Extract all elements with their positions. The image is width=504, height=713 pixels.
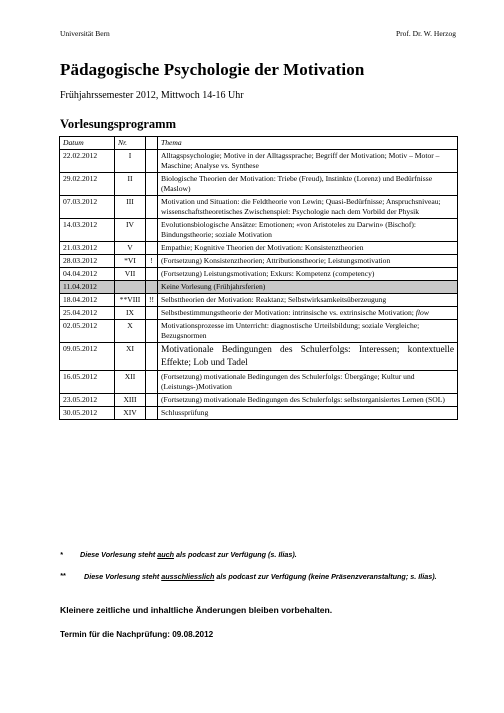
cell-theme — [158, 255, 458, 268]
theme-text: (Fortsetzung) Leistungsmotivation; Exkurs: Kompetenz (competency) — [161, 269, 375, 279]
cell-date: 02.05.2012 — [60, 320, 115, 343]
cell-mark — [146, 394, 158, 407]
changes-remark: Kleinere zeitliche und inhaltliche Änderungen bleiben vorbehalten. — [60, 605, 333, 615]
cell-date: 09.05.2012 — [60, 343, 115, 371]
header-mark — [146, 137, 158, 150]
cell-nr: XII — [115, 371, 146, 394]
cell-nr: XIII — [115, 394, 146, 407]
theme-text: Biologische Theorien der Motivation: Triebe (Freud), Instinkte (Lorenz) und Bedürfnisse (Maslow) — [161, 174, 433, 194]
theme-text: Motivation und Situation: die Feldtheorie von Lewin; Quasi-Bedürfnisse; Anspruchsniveau; wissenschaftstheoretisches Zwischenspiel: Psychologie nach dem Vorbild der Physik — [161, 197, 441, 217]
table-row — [60, 255, 458, 268]
cell-mark: !! — [146, 294, 158, 307]
table-row — [60, 307, 458, 320]
theme-text: Alltagspsychologie; Motive in der Alltagssprache; Begriff der Motivation; Motiv – Motor – Maschine; Analyse vs. Synthese — [161, 151, 440, 171]
document-title: Pädagogische Psychologie der Motivation — [60, 60, 365, 79]
cell-theme — [158, 371, 458, 394]
table-row — [60, 281, 458, 294]
footnote-text-pre: Diese Vorlesung steht — [80, 550, 158, 559]
cell-nr: *VI — [115, 255, 146, 268]
cell-theme — [158, 173, 458, 196]
footnote-underlined: ausschliesslich — [161, 572, 215, 581]
header-theme: Thema — [158, 137, 458, 150]
table-row — [60, 407, 458, 420]
footnote-double-star — [60, 571, 450, 583]
cell-date: 30.05.2012 — [60, 407, 115, 420]
cell-mark — [146, 196, 158, 219]
cell-nr: V — [115, 242, 146, 255]
theme-text: Schlussprüfung — [161, 408, 209, 418]
cell-nr: X — [115, 320, 146, 343]
footnote-single-star — [60, 550, 297, 559]
cell-theme — [158, 242, 458, 255]
footnote-text-pre: Diese Vorlesung steht — [84, 572, 162, 581]
cell-date: 25.04.2012 — [60, 307, 115, 320]
cell-theme — [158, 320, 458, 343]
footnote-text-post: als podcast zur Verfügung (s. Ilias). — [174, 550, 297, 559]
cell-date: 04.04.2012 — [60, 268, 115, 281]
header-nr: Nr. — [115, 137, 146, 150]
header-university: Universität Bern — [60, 29, 110, 38]
cell-nr: XI — [115, 343, 146, 371]
cell-mark: ! — [146, 255, 158, 268]
table-row — [60, 219, 458, 242]
cell-theme — [158, 294, 458, 307]
theme-text: (Fortsetzung) Konsistenztheorien; Attributionstheorie; Leistungsmotivation — [161, 256, 391, 266]
cell-nr: XIV — [115, 407, 146, 420]
theme-italic-text: flow — [415, 308, 429, 318]
cell-mark — [146, 242, 158, 255]
table-row — [60, 196, 458, 219]
document-subtitle: Frühjahrssemester 2012, Mittwoch 14-16 Uhr — [60, 90, 244, 101]
theme-text: Evolutionsbiologische Ansätze: Emotionen; «von Aristoteles zu Darwin» (Bischof): Bindungstheorie; soziale Motivation — [161, 220, 416, 240]
table-row — [60, 150, 458, 173]
cell-mark — [146, 268, 158, 281]
cell-date: 28.03.2012 — [60, 255, 115, 268]
cell-mark — [146, 307, 158, 320]
cell-date: 29.02.2012 — [60, 173, 115, 196]
table-row — [60, 320, 458, 343]
theme-text: Selbstbestimmungstheorie der Motivation: intrinsische vs. extrinsische Motivation; — [161, 308, 414, 318]
footnote-marker: * — [60, 550, 63, 559]
cell-nr: VII — [115, 268, 146, 281]
cell-nr — [115, 281, 146, 294]
cell-theme — [158, 394, 458, 407]
cell-theme — [158, 343, 458, 371]
cell-theme — [158, 219, 458, 242]
cell-date: 07.03.2012 — [60, 196, 115, 219]
cell-date: 22.02.2012 — [60, 150, 115, 173]
footnote-text-post: als podcast zur Verfügung (keine Präsenzveranstaltung; s. Ilias). — [214, 572, 437, 581]
footnote-marker: ** — [60, 571, 66, 580]
theme-text: (Fortsetzung) motivationale Bedingungen des Schulerfolgs: Übergänge; Kultur und (Leistungs-)Motivation — [161, 372, 415, 392]
cell-nr: IX — [115, 307, 146, 320]
table-row — [60, 268, 458, 281]
cell-date: 21.03.2012 — [60, 242, 115, 255]
theme-text: Selbsttheorien der Motivation: Reaktanz; Selbstwirksamkeitsüberzeugung — [161, 295, 387, 305]
cell-date: 16.05.2012 — [60, 371, 115, 394]
cell-mark — [146, 343, 158, 371]
program-table — [59, 136, 458, 420]
cell-mark — [146, 407, 158, 420]
cell-mark — [146, 371, 158, 394]
cell-theme — [158, 307, 458, 320]
cell-nr: **VIII — [115, 294, 146, 307]
theme-text: Empathie; Kognitive Theorien der Motivation: Konsistenztheorien — [161, 243, 364, 253]
cell-mark — [146, 320, 158, 343]
header-date: Datum — [60, 137, 115, 150]
theme-text: (Fortsetzung) motivationale Bedingungen des Schulerfolgs: selbstorganisiertes Lernen (SOL) — [161, 395, 445, 405]
table-body — [60, 150, 458, 420]
cell-nr: III — [115, 196, 146, 219]
cell-nr: I — [115, 150, 146, 173]
cell-mark — [146, 281, 158, 294]
cell-mark — [146, 219, 158, 242]
cell-theme — [158, 268, 458, 281]
section-title: Vorlesungsprogramm — [60, 117, 176, 131]
cell-date: 18.04.2012 — [60, 294, 115, 307]
cell-theme — [158, 281, 458, 294]
theme-text: Keine Vorlesung (Frühjahrsferien) — [161, 282, 266, 292]
cell-mark — [146, 150, 158, 173]
cell-mark — [146, 173, 158, 196]
theme-text: Motivationale Bedingungen des Schulerfolgs: Interessen; kontextuelle Effekte; Lob und Tadel — [161, 345, 454, 368]
cell-nr: II — [115, 173, 146, 196]
table-row — [60, 173, 458, 196]
cell-theme — [158, 196, 458, 219]
table-row — [60, 371, 458, 394]
table-row — [60, 394, 458, 407]
cell-date: 14.03.2012 — [60, 219, 115, 242]
cell-theme — [158, 407, 458, 420]
header-professor: Prof. Dr. W. Herzog — [396, 29, 456, 38]
table-row — [60, 294, 458, 307]
theme-text: Motivationsprozesse im Unterricht: diagnostische Urteilsbildung; soziale Vergleiche; Bezugsnormen — [161, 321, 420, 341]
cell-date: 11.04.2012 — [60, 281, 115, 294]
exam-date: Termin für die Nachprüfung: 09.08.2012 — [60, 630, 214, 639]
table-row — [60, 242, 458, 255]
table-row — [60, 343, 458, 371]
cell-nr: IV — [115, 219, 146, 242]
cell-date: 23.05.2012 — [60, 394, 115, 407]
footnote-underlined: auch — [157, 550, 175, 559]
cell-theme — [158, 150, 458, 173]
table-header-row — [60, 137, 458, 150]
